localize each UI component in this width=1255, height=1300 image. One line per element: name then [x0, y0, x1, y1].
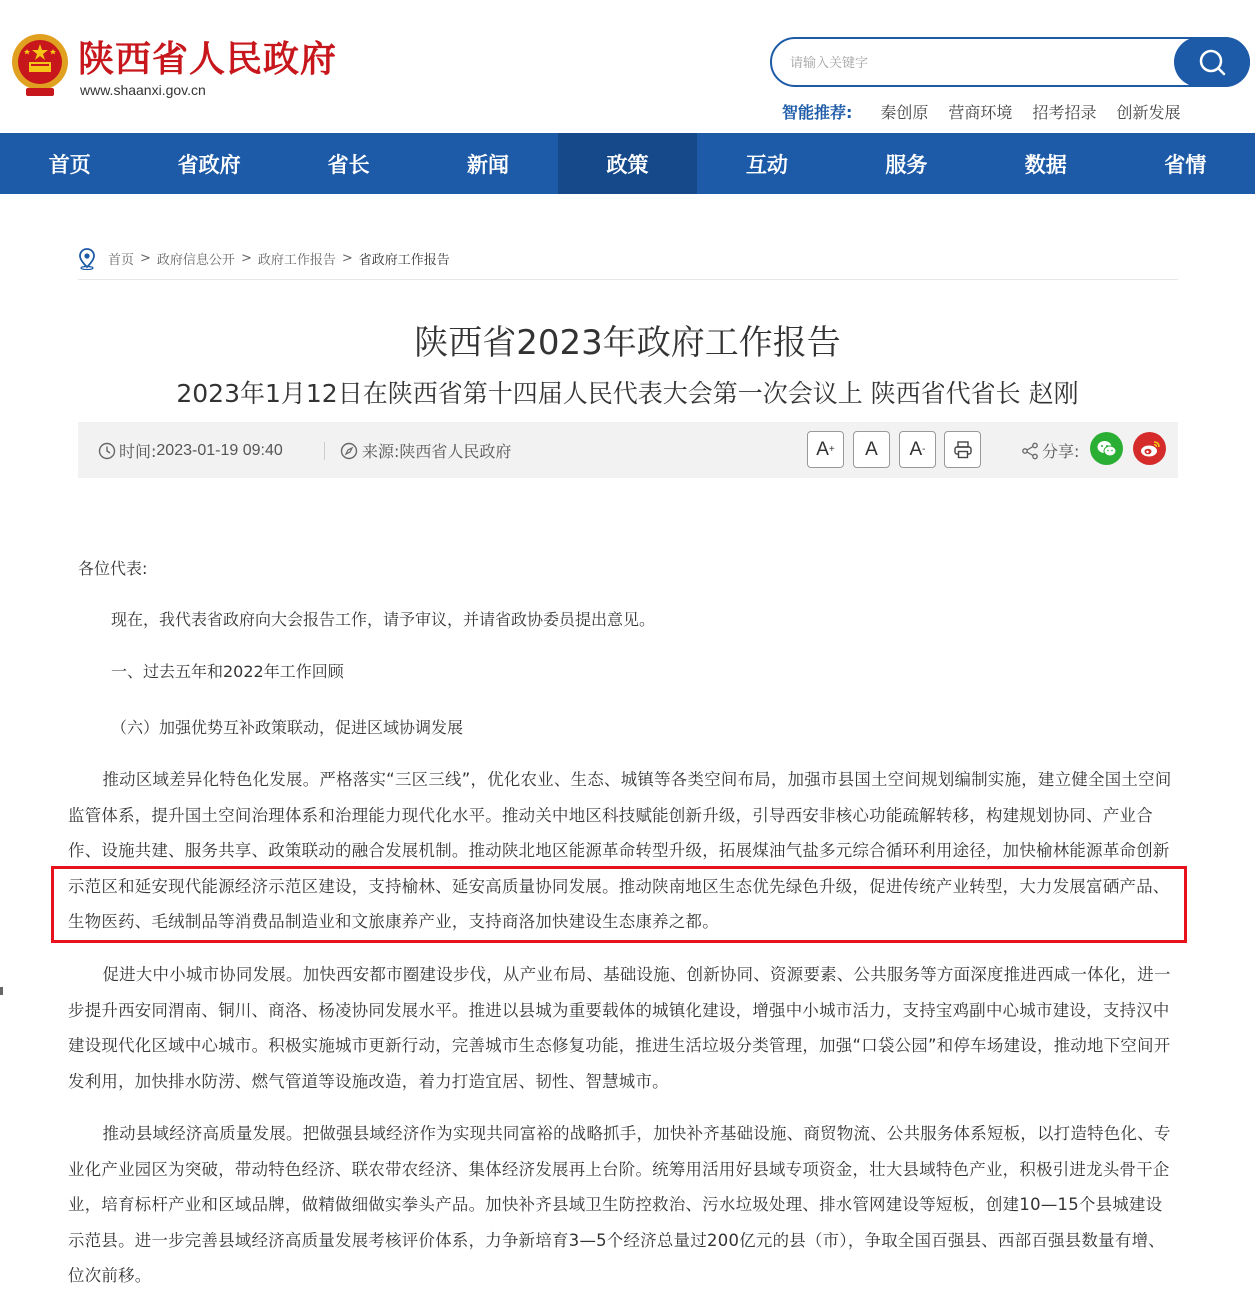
font-decrease-label: A	[909, 438, 923, 460]
site-url: www.shaanxi.gov.cn	[80, 82, 206, 98]
breadcrumb-separator: >	[341, 251, 353, 266]
site-header	[0, 0, 1255, 133]
article-paragraph-regional: 推动区域差异化特色化发展。严格落实“三区三线”，优化农业、生态、城镇等各类空间布局，加强市县国土空间规划编制实施，建立健全国土空间监管体系，提升国土空间治理体系和治理能力现代化水平。推动关中地区科技赋能创新升级，引导西安非核心功能疏解转移，构建规划协同、产业合作、设施共建、服务共享、政策联动的融合发展机制。推动陕北地区能源革命转型升级，拓展煤油气盐多元综合循环利用途径，加快榆林能源革命创新示范区和延安现代能源经济示范区建设，支持榆林、延安高质量协同发展。推动陕南地区生态优先绿色升级，促进传统产业转型，大力发展富硒产品、生物医药、毛绒制品等消费品制造业和文旅康养产业，支持商洛加快建设生态康养之都。	[68, 770, 1172, 931]
nav-item-provincial-government[interactable]: 省政府	[177, 152, 241, 177]
meta-divider	[324, 442, 325, 460]
clock-icon	[98, 442, 116, 460]
nav-item-province-info[interactable]: 省情	[1164, 152, 1207, 177]
publish-time-label: 时间:	[119, 442, 157, 461]
edge-mark	[0, 987, 3, 995]
search-box	[770, 37, 1250, 87]
national-emblem-icon[interactable]	[10, 32, 70, 100]
font-increase-button[interactable]: A +	[807, 431, 844, 468]
search-button[interactable]	[1174, 37, 1250, 87]
nav-item-services[interactable]: 服务	[885, 152, 928, 177]
keyword-link[interactable]: 秦创原	[880, 102, 929, 122]
breadcrumb-info-disclosure[interactable]: 政府信息公开	[156, 253, 235, 268]
breadcrumb	[78, 246, 1178, 280]
intro-paragraph: 现在，我代表省政府向大会报告工作，请予审议，并请省政协委员提出意见。	[111, 610, 656, 629]
nav-item-governor[interactable]: 省长	[327, 152, 370, 177]
article-source	[340, 439, 511, 462]
nav-item-data[interactable]: 数据	[1024, 152, 1067, 177]
font-default-button[interactable]	[853, 431, 890, 468]
smart-recommend-label: 智能推荐:	[782, 102, 853, 122]
article-subtitle: 2023年1月12日在陕西省第十四届人民代表大会第一次会议上 陕西省代省长 赵刚	[176, 379, 1079, 408]
share-label: 分享:	[1042, 442, 1080, 461]
nav-item-home[interactable]: 首页	[48, 152, 91, 177]
search-icon	[1197, 47, 1227, 77]
site-name[interactable]: 陕西省人民政府	[78, 39, 338, 80]
weibo-share-button[interactable]	[1133, 432, 1166, 465]
article-title: 陕西省2023年政府工作报告	[414, 323, 841, 363]
keyword-link[interactable]: 创新发展	[1116, 102, 1181, 122]
article-meta-bar	[78, 422, 1178, 478]
nav-item-policy[interactable]: 政策	[558, 133, 697, 194]
share-area	[1021, 439, 1079, 462]
printer-icon	[953, 440, 973, 460]
section-heading-1: 一、过去五年和2022年工作回顾	[111, 662, 344, 681]
source-label: 来源:	[362, 442, 400, 461]
smart-recommend	[782, 98, 1200, 124]
breadcrumb-home[interactable]: 首页	[108, 253, 135, 268]
highlight-box	[51, 866, 1187, 943]
breadcrumb-separator: >	[140, 251, 151, 266]
breadcrumb-work-report[interactable]: 政府工作报告	[257, 253, 336, 268]
search-input[interactable]	[790, 49, 1170, 77]
publish-time	[98, 439, 283, 462]
location-pin-icon	[78, 248, 96, 270]
nav-item-news[interactable]: 新闻	[467, 152, 510, 177]
keyword-link[interactable]: 营商环境	[948, 102, 1013, 122]
source-value: 陕西省人民政府	[399, 442, 512, 461]
nav-item-interaction[interactable]: 互动	[745, 152, 788, 177]
compass-icon	[340, 442, 358, 460]
wechat-share-button[interactable]	[1090, 432, 1123, 465]
section-heading-6: （六）加强优势互补政策联动，促进区域协调发展	[111, 718, 464, 737]
wechat-icon	[1096, 439, 1118, 459]
article-paragraph-cities: 促进大中小城市协同发展。加快西安都市圈建设步伐，从产业布局、基础设施、创新协同、资源要素、公共服务等方面深度推进西咸一体化，进一步提升西安同渭南、铜川、商洛、杨凌协同发展水平。推进以县城为重要载体的城镇化建设，增强中小城市活力，支持宝鸡副中心城市建设，支持汉中建设现代化区域中心城市。积极实施城市更新行动，完善城市生态修复功能，推进生活垃圾分类管理，加强“口袋公园”和停车场建设，推动地下空间开发利用，加快排水防涝、燃气管道等设施改造，着力打造宜居、韧性、智慧城市。	[68, 965, 1171, 1091]
main-nav	[0, 133, 1255, 194]
greeting-text: 各位代表:	[78, 559, 148, 578]
font-increase-label: A	[816, 438, 829, 460]
weibo-icon	[1139, 439, 1161, 459]
breadcrumb-current[interactable]: 省政府工作报告	[358, 253, 450, 268]
font-decrease-button[interactable]: A -	[899, 431, 936, 468]
font-default-label: A	[865, 438, 878, 460]
article-paragraph-counties: 推动县域经济高质量发展。把做强县域经济作为实现共同富裕的战略抓手，加快补齐基础设施、商贸物流、公共服务体系短板，以打造特色化、专业化产业园区为突破，带动特色经济、联农带农经济、集体经济发展再上台阶。统筹用活用好县域专项资金，壮大县域特色产业，积极引进龙头骨干企业，培育标杆产业和区域品牌，做精做细做实拳头产品。加快补齐县域卫生防控救治、污水垃圾处理、排水管网建设等短板，创建10—15个县城建设示范县。进一步完善县域经济高质量发展考核评价体系，力争新培育3—5个经济总量过200亿元的县（市），争取全国百强县、西部百强县数量有增、位次前移。	[68, 1124, 1171, 1285]
share-icon	[1021, 442, 1039, 460]
breadcrumb-separator: >	[240, 251, 252, 266]
keyword-link[interactable]: 招考招录	[1032, 102, 1097, 122]
publish-time-value: 2023-01-19 09:40	[156, 441, 283, 459]
print-button[interactable]	[944, 431, 981, 468]
